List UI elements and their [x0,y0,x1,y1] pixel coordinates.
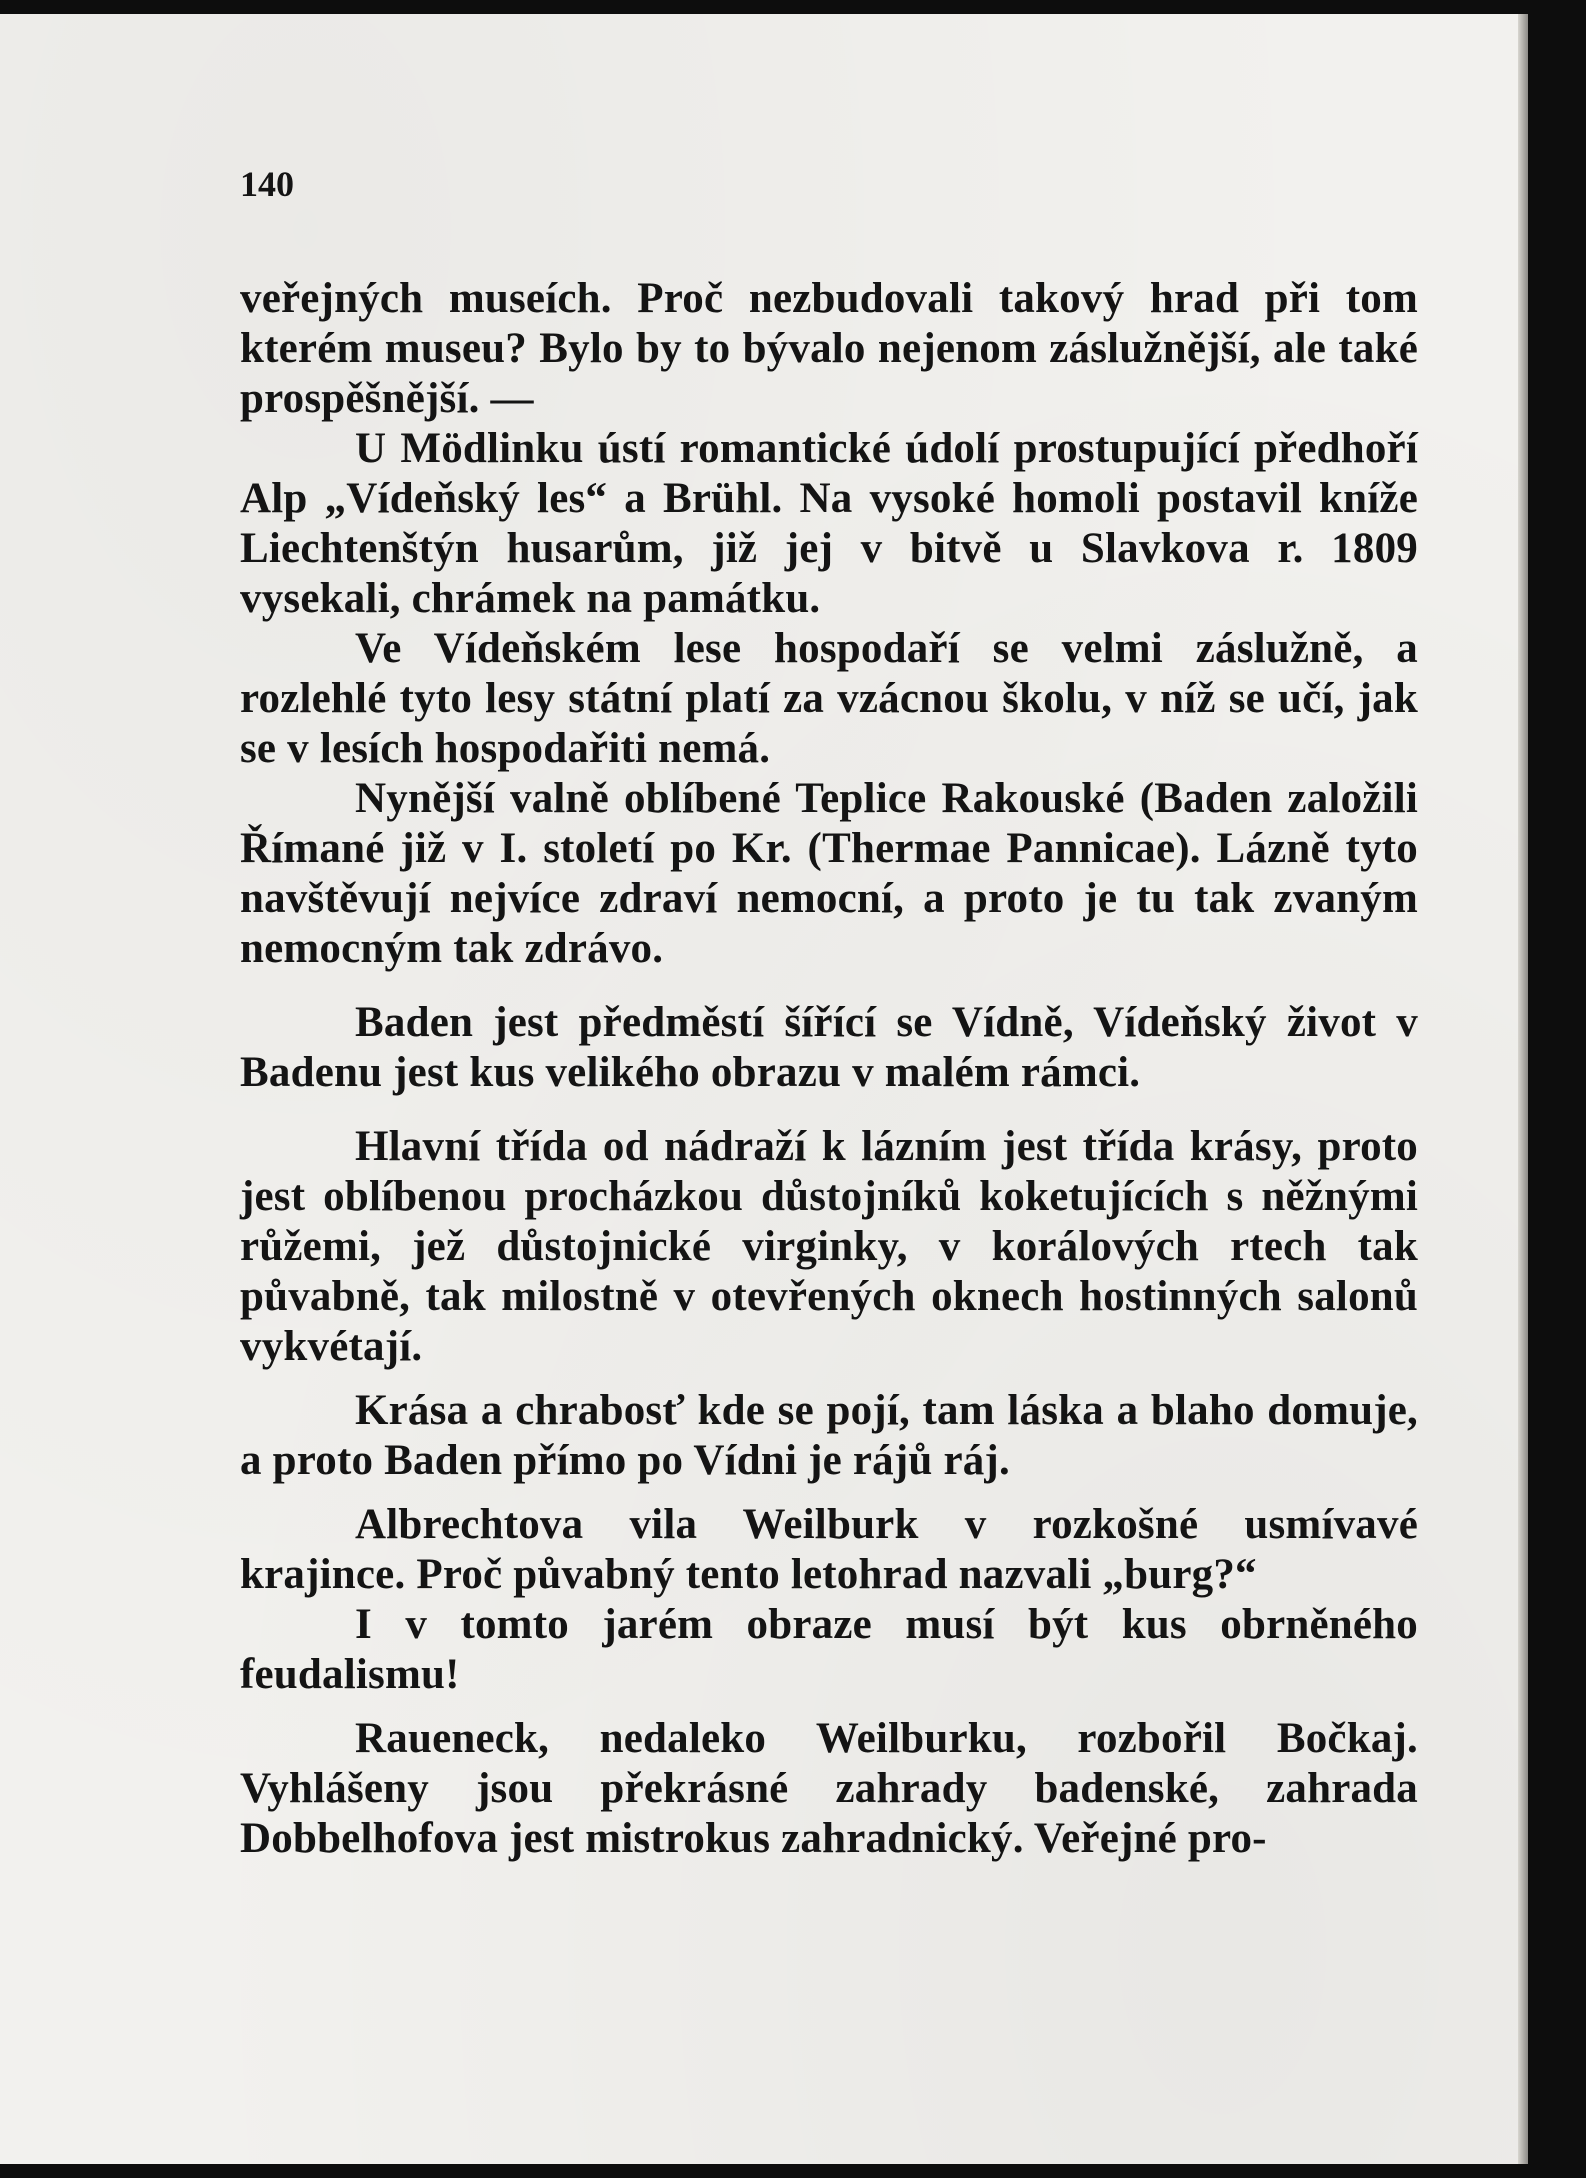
paragraph: U Mödlinku ústí romantické údolí prostupující předhoří Alp „Vídeňský les“ a Brühl. Na vysoké homoli postavil kníže Liechtenštýn husarům, již jej v bitvě u Slavkova r. 1809 vysekali, chrámek na památku. [240,425,1418,622]
page-number: 140 [240,164,294,204]
paragraph: Hlavní třída od nádraží k lázním jest třída krásy, proto jest oblíbenou procházkou důstojníků koketujících s něžnými růžemi, jež důstojnické virginky, v korálových rtech tak půvabně, tak milostně v otevřených oknech hostinných salonů vykvétají. [240,1123,1418,1370]
book-page [0,14,1528,2164]
paragraph: Ve Vídeňském lese hospodaří se velmi záslužně, a rozlehlé tyto lesy státní platí za vzácnou školu, v níž se učí, jak se v lesích hospodařiti nemá. [240,625,1418,772]
paragraph: I v tomto jarém obraze musí být kus obrněného feudalismu! [240,1601,1418,1698]
paragraph: veřejných museích. Proč nezbudovali takový hrad při tom kterém museu? Bylo by to bývalo nejenom záslužnější, ale také prospěšnější. — [240,275,1418,422]
paragraph: Krása a chrabosť kde se pojí, tam láska a blaho domuje, a proto Baden přímo po Vídni je rájů ráj. [240,1387,1418,1484]
paragraph: Albrechtova vila Weilburk v rozkošné usmívavé krajince. Proč půvabný tento letohrad nazvali „burg?“ [240,1501,1418,1598]
page-spine-edge [1518,14,1528,2164]
page-content [240,164,1418,1864]
paragraph: Nynější valně oblíbené Teplice Rakouské (Baden založili Římané již v I. století po Kr. (Thermae Pannicae). Lázně tyto navštěvují nejvíce zdraví nemocní, a proto je tu tak zvaným nemocným tak zdrávo. [240,775,1418,972]
paragraph: Raueneck, nedaleko Weilburku, rozbořil Bočkaj. Vyhlášeny jsou překrásné zahrady badenské, zahrada Dobbelhofova jest mistrokus zahradnický. Veřejné pro- [240,1715,1418,1862]
paragraph: Baden jest předměstí šířící se Vídně, Vídeňský život v Badenu jest kus velikého obrazu v malém rámci. [240,999,1418,1096]
